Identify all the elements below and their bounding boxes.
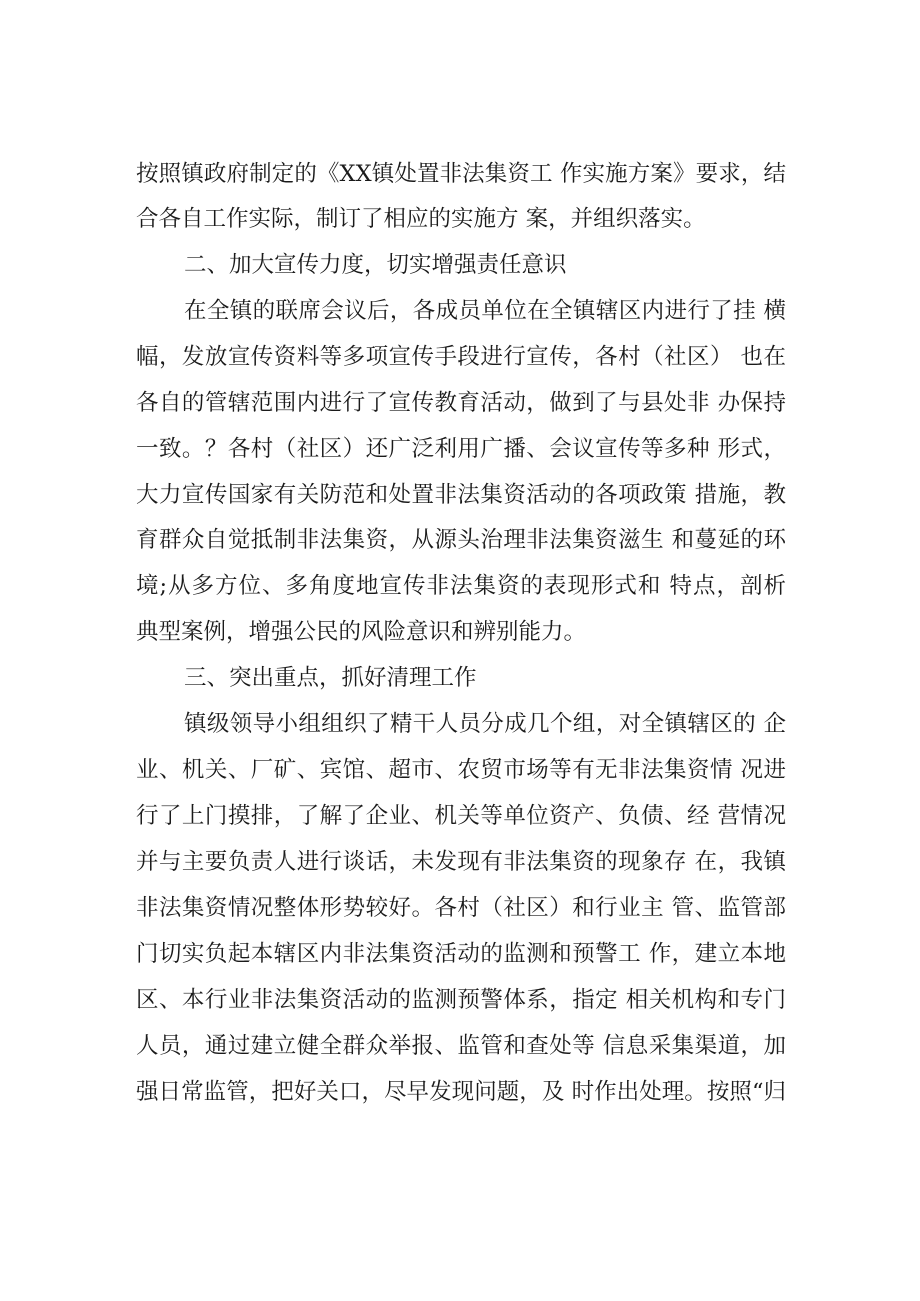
paragraph-line: 人员，通过建立健全群众举报、监管和查处等 信息采集渠道，加 [136, 1033, 786, 1059]
paragraph-line: 合各自工作实际，制订了相应的实施方 案，并组织落实。 [136, 206, 706, 232]
paragraph-line: 典型案例，增强公民的风险意识和辨别能力。 [136, 619, 587, 645]
paragraph-line: 幅，发放宣传资料等多项宣传手段进行宣传，各村（社区） 也在 [136, 344, 786, 370]
paragraph-line: 区、本行业非法集资活动的监测预警体系，指定 相关机构和专门 [136, 987, 786, 1013]
paragraph-line: 一致。？各村（社区）还广泛利用广播、会议宣传等多种 形式， [136, 436, 786, 462]
paragraph-line: 行了上门摸排，了解了企业、机关等单位资产、负债、经 营情况 [136, 803, 786, 829]
paragraph-line: 育群众自觉抵制非法集资，从源头治理非法集资滋生 和蔓延的环 [136, 527, 786, 553]
paragraph-line: 大力宣传国家有关防范和处置非法集资活动的各项政策 措施，教 [136, 482, 786, 508]
paragraph-line: 镇级领导小组组织了精干人员分成几个组，对全镇辖区的 企 [184, 711, 786, 737]
section-heading: 三、突出重点，抓好清理工作 [184, 665, 477, 691]
paragraph-line: 门切实负起本辖区内非法集资活动的监测和预警工 作，建立本地 [136, 941, 786, 967]
paragraph-line: 在全镇的联席会议后，各成员单位在全镇辖区内进行了挂 横 [184, 298, 786, 324]
section-heading: 二、加大宣传力度，切实增强责任意识 [184, 252, 567, 278]
paragraph-line: 强日常监管，把好关口，尽早发现问题，及 时作出处理。按照“归 [136, 1079, 786, 1105]
paragraph-line: 按照镇政府制定的《XX镇处置非法集资工 作实施方案》要求，结 [136, 161, 786, 187]
paragraph-line: 各自的管辖范围内进行了宣传教育活动，做到了与县处非 办保持 [136, 390, 786, 416]
paragraph-line: 非法集资情况整体形势较好。各村（社区）和行业主 管、监管部 [136, 895, 786, 921]
paragraph-line: 业、机关、厂矿、宾馆、超市、农贸市场等有无非法集资情 况进 [136, 757, 786, 783]
paragraph-line: 并与主要负责人进行谈话，未发现有非法集资的现象存 在，我镇 [136, 849, 786, 875]
paragraph-line: 境;从多方位、多角度地宣传非法集资的表现形式和 特点，剖析 [136, 573, 786, 599]
